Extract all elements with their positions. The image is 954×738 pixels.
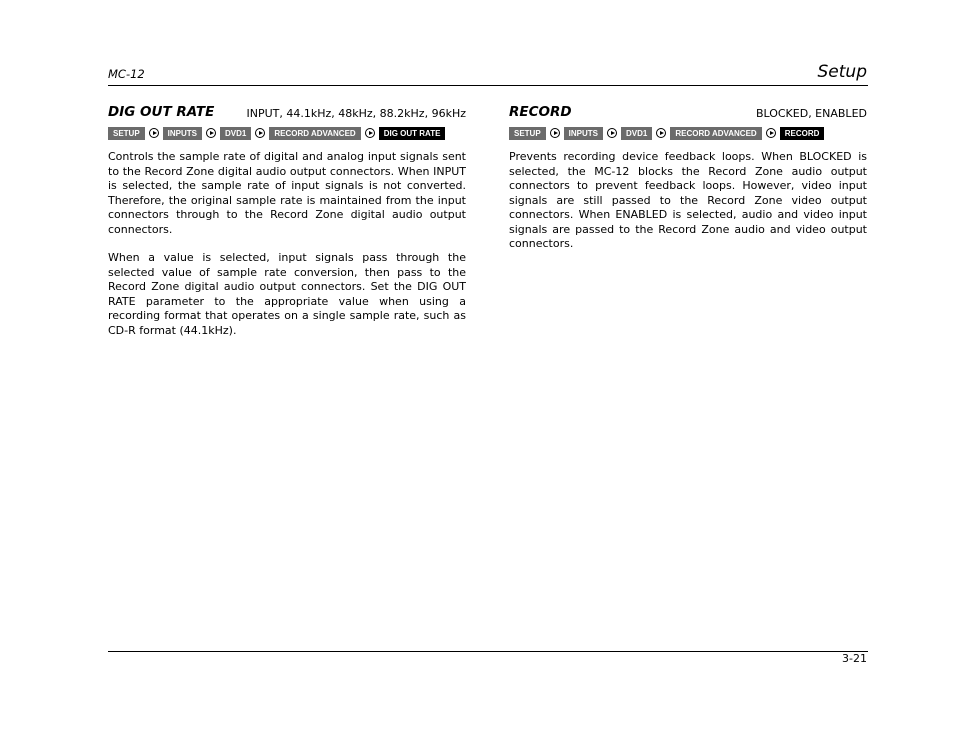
footer-rule [108, 651, 868, 652]
crumb-dvd1: DVD1 [621, 127, 652, 140]
arrow-icon [766, 128, 776, 138]
menu-path [509, 126, 867, 140]
header-section-title: Setup [817, 62, 867, 82]
record-section [509, 104, 867, 263]
page-number: 3-21 [842, 652, 867, 665]
crumb-setup: SETUP [108, 127, 145, 140]
arrow-icon [656, 128, 666, 138]
arrow-icon [365, 128, 375, 138]
crumb-dvd1: DVD1 [220, 127, 251, 140]
crumb-inputs: INPUTS [163, 127, 202, 140]
dig-out-rate-section [108, 104, 466, 349]
section-values: BLOCKED, ENABLED [755, 107, 867, 120]
arrow-icon [607, 128, 617, 138]
arrow-icon [550, 128, 560, 138]
section-title: DIG OUT RATE [108, 104, 215, 120]
arrow-icon [206, 128, 216, 138]
section-values: INPUT, 44.1kHz, 48kHz, 88.2kHz, 96kHz [246, 107, 466, 120]
header-rule [108, 85, 868, 86]
body-paragraph: When a value is selected, input signals pass through the selected value of sample rate conversion, then pass to the Record Zone digital audio output connectors. Set the DIG OUT RATE parameter to the appropriate value when using a recording format that operates on a single sample rate, such as CD-R format (44.1kHz). [108, 251, 466, 337]
menu-path [108, 126, 466, 140]
body-paragraph: Controls the sample rate of digital and analog input signals sent to the Record Zone digital audio output connectors. When INPUT is selected, the sample rate of input signals is not converted. Therefore, the original sample rate is maintained from the input connectors through to the Record Zone digital audio output connectors. [108, 150, 466, 236]
crumb-record-advanced: RECORD ADVANCED [670, 127, 761, 140]
crumb-setup: SETUP [509, 127, 546, 140]
arrow-icon [255, 128, 265, 138]
arrow-icon [149, 128, 159, 138]
crumb-dig-out-rate: DIG OUT RATE [379, 127, 446, 140]
body-paragraph: Prevents recording device feedback loops. When BLOCKED is selected, the MC-12 blocks the Record Zone audio output connectors to prevent feedback loops. However, video input signals are still passed to the Record Zone video output connectors. When ENABLED is selected, audio and video input signals are passed to the Record Zone audio and video output connectors. [509, 150, 867, 250]
crumb-record: RECORD [780, 127, 825, 140]
crumb-record-advanced: RECORD ADVANCED [269, 127, 360, 140]
crumb-inputs: INPUTS [564, 127, 603, 140]
header-model: MC-12 [108, 67, 145, 81]
section-title: RECORD [509, 104, 572, 120]
